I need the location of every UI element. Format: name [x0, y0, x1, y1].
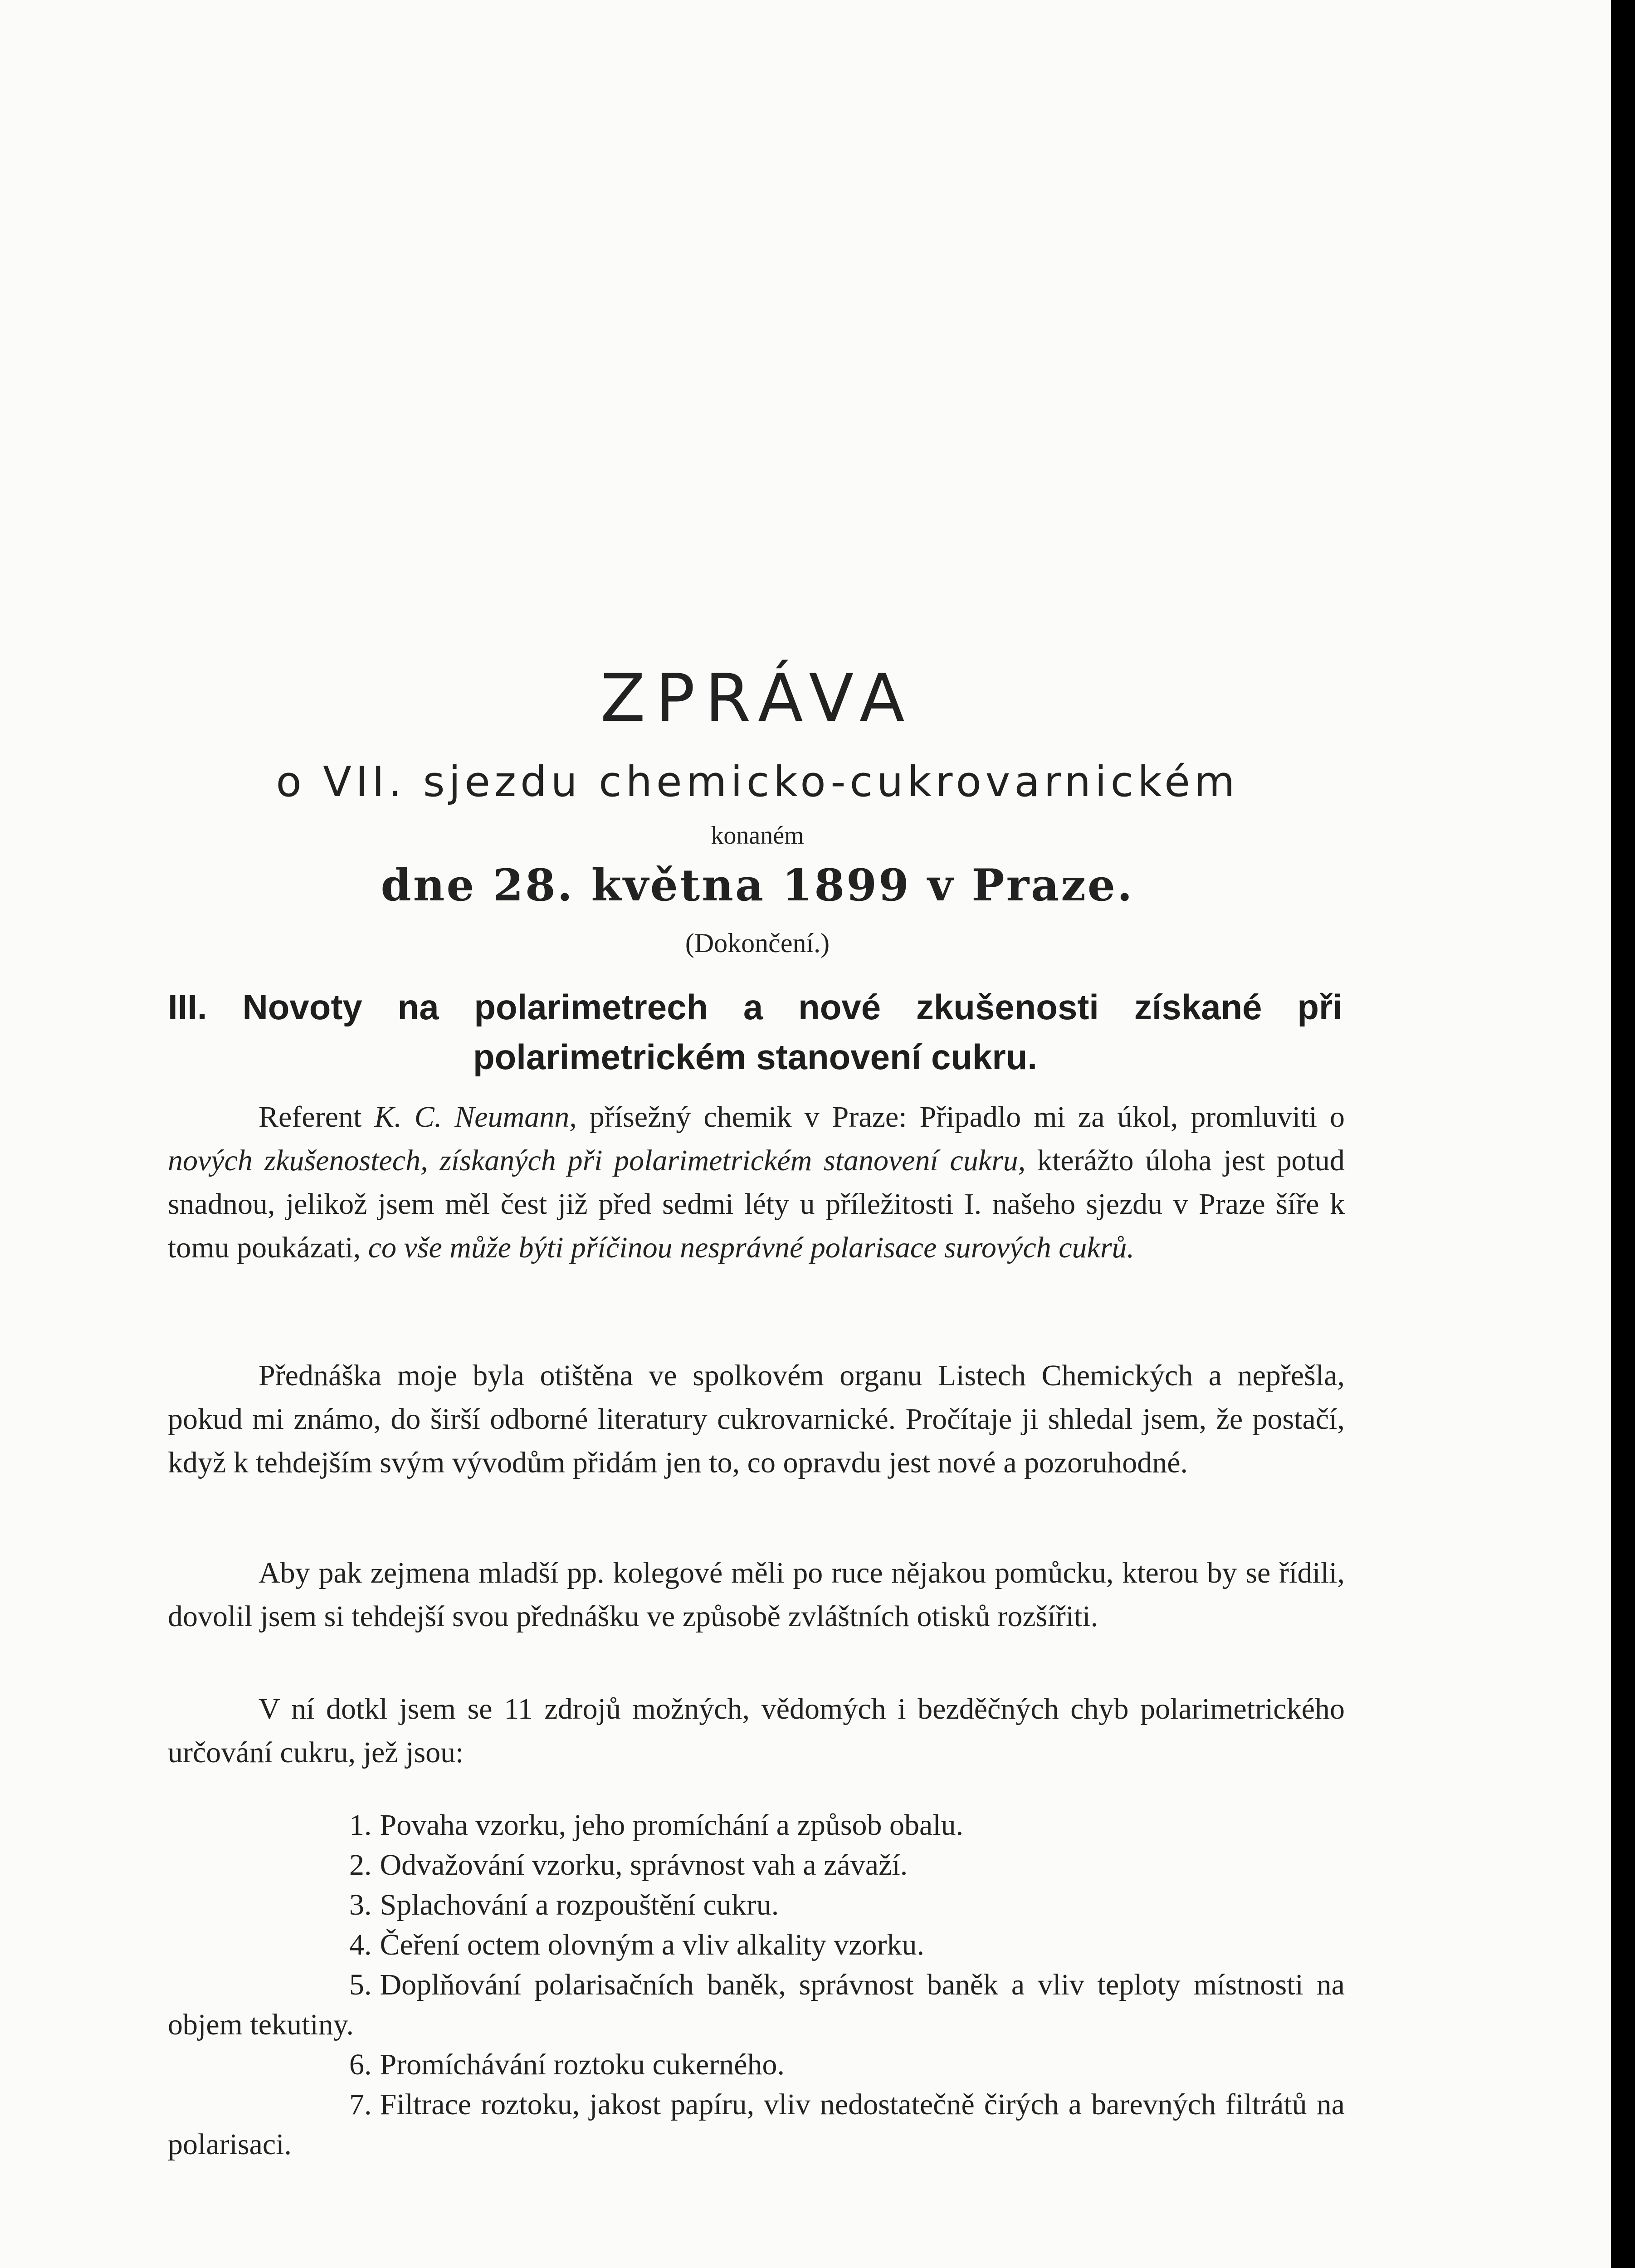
p2-text: Přednáška moje byla otištěna ve spolkovém organu Listech Chemických a nepřešla, pokud mi známo, do širší odborné literatury cukrovarnické. Pročítaje ji shledal jsem, že postačí, když k tehdejším svým vývodům přidám jen to, co opravdu jest nové a pozoruhodné. [168, 1359, 1345, 1479]
p1-text-e: kterážto úloha jest potud snadnou, jelikož jsem měl čest již před sedmi léty u příležitosti I. našeho sjezdu v Praze šíře k tomu poukázati, [168, 1144, 1345, 1264]
concluded-note: (Dokončení.) [685, 928, 830, 958]
p1-cause: co vše může býti příčinou nesprávné polarisace surových cukrů. [368, 1231, 1135, 1264]
list-item: 5. Doplňování polarisačních baněk, správnost baněk a vliv teploty místnosti na objem tekutiny. [168, 1968, 1345, 2041]
paragraph-colleagues [168, 1551, 1345, 1638]
p3-text: Aby pak zejmena mladší pp. kolegové měli po ruce nějakou pomůcku, kterou by se řídili, dovolil jsem si tehdejší svou přednášku ve způsobě zvláštních otisků rozšířiti. [168, 1556, 1345, 1633]
section-heading: III. Novoty na polarimetrech a nové zkušenosti získané při polarimetrickém stanovení cukru. [168, 987, 1342, 1077]
p1-text-a: Referent [259, 1100, 375, 1134]
list-item: 2. Odvažování vzorku, správnost vah a závaží. [349, 1848, 908, 1882]
paragraph-sources [168, 1687, 1345, 1774]
p4-text: V ní dotkl jsem se 11 zdrojů možných, vědomých i bezděčných chyb polarimetrického určování cukru, jež jsou: [168, 1692, 1345, 1769]
list-item: 6. Promíchávání roztoku cukerného. [349, 2048, 785, 2081]
list-item: 4. Čeření octem olovným a vliv alkality vzorku. [349, 1928, 925, 1961]
list-item: 1. Povaha vzorku, jeho promíchání a způsob obalu. [349, 1809, 964, 1842]
list-item: 7. Filtrace roztoku, jakost papíru, vliv nedostatečně čirých a barevných filtrátů na polarisaci. [168, 2088, 1345, 2161]
paragraph-lecture [168, 1354, 1345, 1485]
paragraph-referent [168, 1095, 1345, 1270]
document-title: ZPRÁVA [600, 660, 915, 737]
document-subtitle: o VII. sjezdu chemicko-cukrovarnickém [276, 758, 1239, 806]
p1-topic: nových zkušenostech, získaných při polarimetrickém stanovení cukru, [168, 1144, 1026, 1177]
held-line: konaném [711, 821, 804, 850]
error-source-list [168, 1805, 1345, 2165]
p1-author-name: K. C. Neumann, [374, 1100, 577, 1134]
date-line: dne 28. května 1899 v Praze. [381, 860, 1134, 911]
list-item: 3. Splachování a rozpouštění cukru. [349, 1888, 779, 1921]
p1-text-c: přísežný chemik v Praze: Připadlo mi za úkol, promluviti o [576, 1100, 1345, 1134]
